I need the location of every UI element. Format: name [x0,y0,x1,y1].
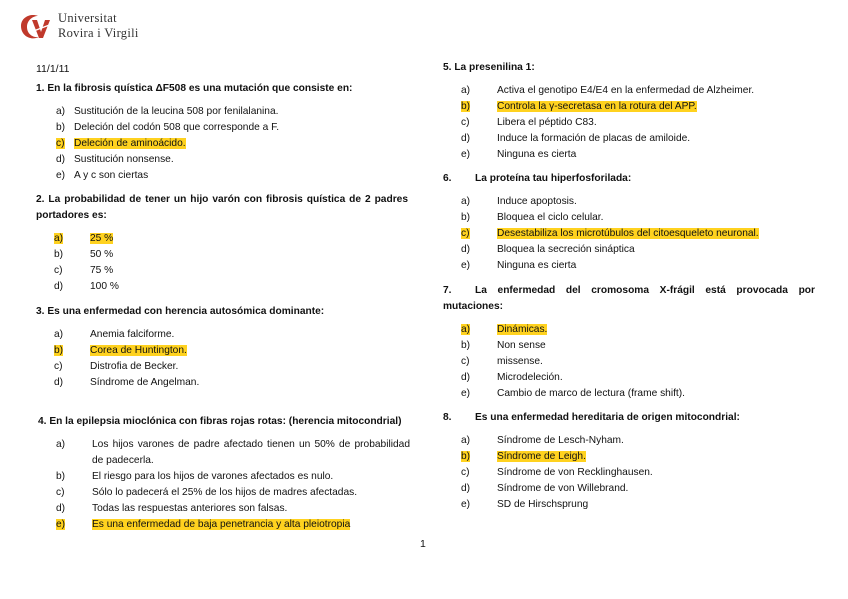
option-text-highlighted: Deleción de aminoácido. [74,138,186,149]
option-text: Ninguna es cierta [497,260,577,271]
question-3 [36,304,408,391]
question-2-options [36,231,408,295]
option-text: Distrofia de Becker. [90,361,179,372]
question-8-options [443,433,815,513]
question-6-title [443,171,815,187]
option-5d [443,131,815,147]
option-label: d) [461,372,471,383]
option-3d [36,375,408,391]
option-text: Síndrome de von Recklinghausen. [497,467,653,478]
option-6e [443,258,815,274]
option-text: Activa el genotipo E4/E4 en la enfermedad de Alzheimer. [497,85,755,96]
option-1c-correct [36,136,408,152]
option-text: 75 % [90,265,114,276]
option-6c-correct [443,226,815,242]
option-text: Deleción del codón 508 que corresponde a F. [74,122,280,133]
option-5e [443,147,815,163]
option-text: Anemia falciforme. [90,329,175,340]
option-text: Microdeleción. [497,372,563,383]
option-text: Libera el péptido C83. [497,117,597,128]
option-3a [36,327,408,343]
exam-date: 11/1/11 [36,63,70,75]
option-8b-correct [443,449,815,465]
option-label: c) [461,467,470,478]
option-label: c) [461,356,470,367]
option-4c [38,485,410,501]
option-label: a) [461,85,471,96]
question-7-options [443,322,815,402]
question-7 [443,283,815,402]
option-label: c) [56,138,65,149]
option-6b [443,210,815,226]
logo-line-1: Universitat [58,11,117,25]
option-1a [36,104,408,120]
option-label: d) [54,377,64,388]
option-text: Bloquea el ciclo celular. [497,212,604,223]
question-1-title: 1. En la fibrosis quística ΔF508 es una mutación que consiste en: [36,83,353,94]
logo-line-2: Rovira i Virgili [58,26,139,40]
option-label: e) [461,260,471,271]
option-label: b) [54,249,64,260]
option-label: a) [54,233,64,244]
option-text: Todas las respuestas anteriores son falsas. [92,503,288,514]
option-text: SD de Hirschsprung [497,499,589,510]
option-text-highlighted: Dinámicas. [497,324,548,335]
option-label: e) [56,170,66,181]
option-text: 100 % [90,281,119,292]
university-logo [18,10,168,44]
option-7c [443,354,815,370]
question-4-options [38,437,410,533]
question-6-options [443,194,815,274]
option-label: c) [54,265,63,276]
option-text: Induce la formación de placas de amiloide. [497,133,691,144]
question-8-title [443,410,815,426]
option-3b-correct [36,343,408,359]
option-text: Los hijos varones de padre afectado tienen un 50% de probabilidad de padecerla. [92,439,410,466]
option-label: a) [56,439,66,450]
option-label: b) [461,340,471,351]
option-text: Sólo lo padecerá el 25% de los hijos de madres afectadas. [92,487,358,498]
option-text-highlighted: Controla la γ-secretasa en la rotura del APP. [497,101,697,112]
option-1d [36,152,408,168]
option-text: Síndrome de von Willebrand. [497,483,629,494]
option-label: b) [56,122,66,133]
question-3-title: 3. Es una enfermedad con herencia autosómica dominante: [36,306,325,317]
option-label: e) [461,149,471,160]
option-text: missense. [497,356,543,367]
option-3c [36,359,408,375]
option-label: d) [461,483,471,494]
university-name [58,11,139,41]
option-text: Induce apoptosis. [497,196,577,207]
option-8e [443,497,815,513]
option-label: a) [461,435,471,446]
option-label: a) [461,196,471,207]
option-5a [443,83,815,99]
question-number: 7. [443,285,452,296]
option-4d [38,501,410,517]
option-label: d) [56,154,66,165]
option-text-highlighted: Es una enfermedad de baja penetrancia y alta pleiotropia [92,519,351,530]
page-number: 1 [420,538,426,550]
option-text: Non sense [497,340,546,351]
option-5b-correct [443,99,815,115]
option-label: e) [56,519,66,530]
option-label: b) [461,101,471,112]
option-5c [443,115,815,131]
option-label: d) [461,244,471,255]
option-6d [443,242,815,258]
question-4-title: 4. En la epilepsia mioclónica con fibras rojas rotas: (herencia mitocondrial) [38,416,402,427]
option-text: A y c son ciertas [74,170,149,181]
option-2d [36,279,408,295]
question-6 [443,171,815,274]
option-text: 50 % [90,249,114,260]
option-label: e) [461,388,471,399]
question-text: La enfermedad del cromosoma X-frágil está provocada por mutaciones: [443,285,815,312]
option-label: d) [56,503,66,514]
option-2b [36,247,408,263]
option-text-highlighted: 25 % [90,233,114,244]
question-number: 8. [443,412,452,423]
question-8 [443,410,815,513]
option-8d [443,481,815,497]
option-label: b) [461,451,471,462]
question-7-title [443,283,815,315]
option-text: Síndrome de Angelman. [90,377,200,388]
question-5-options [443,83,815,163]
option-6a [443,194,815,210]
option-7d [443,370,815,386]
option-label: b) [461,212,471,223]
option-text-highlighted: Corea de Huntington. [90,345,187,356]
option-7a-correct [443,322,815,338]
option-label: b) [54,345,64,356]
option-8c [443,465,815,481]
option-text: Ninguna es cierta [497,149,577,160]
option-text-highlighted: Desestabiliza los microtúbulos del citoesqueleto neuronal. [497,228,759,239]
option-label: a) [461,324,471,335]
option-7e [443,386,815,402]
question-text: Es una enfermedad hereditaria de origen mitocondrial: [475,412,740,423]
option-text: Sustitución de la leucina 508 por fenilalanina. [74,106,279,117]
option-label: a) [56,106,66,117]
option-7b [443,338,815,354]
option-label: d) [461,133,471,144]
question-5 [443,60,815,163]
option-4a [38,437,410,469]
option-label: c) [461,228,470,239]
option-label: e) [461,499,471,510]
option-text: Síndrome de Lesch-Nyham. [497,435,624,446]
question-number: 6. [443,173,452,184]
option-label: b) [56,471,66,482]
option-text: Bloquea la secreción sináptica [497,244,635,255]
question-1-options [36,104,408,184]
option-text-highlighted: Síndrome de Leigh. [497,451,586,462]
question-3-options [36,327,408,391]
question-text: La proteína tau hiperfosforilada: [475,173,632,184]
question-2 [36,192,408,295]
option-4e-correct [38,517,410,533]
option-8a [443,433,815,449]
option-2a-correct [36,231,408,247]
option-1e [36,168,408,184]
question-2-title: 2. La probabilidad de tener un hijo varón con fibrosis quística de 2 padres portadores es: [36,194,408,221]
option-label: c) [54,361,63,372]
option-4b [38,469,410,485]
option-text: Cambio de marco de lectura (frame shift). [497,388,685,399]
option-label: d) [54,281,64,292]
urv-emblem-icon [18,12,54,42]
question-5-title: 5. La presenilina 1: [443,62,535,73]
option-label: a) [54,329,64,340]
option-text: Sustitución nonsense. [74,154,174,165]
option-label: c) [56,487,65,498]
option-2c [36,263,408,279]
option-text: El riesgo para los hijos de varones afectados es nulo. [92,471,334,482]
question-1 [36,81,408,184]
option-1b [36,120,408,136]
question-4 [38,414,410,533]
option-label: c) [461,117,470,128]
